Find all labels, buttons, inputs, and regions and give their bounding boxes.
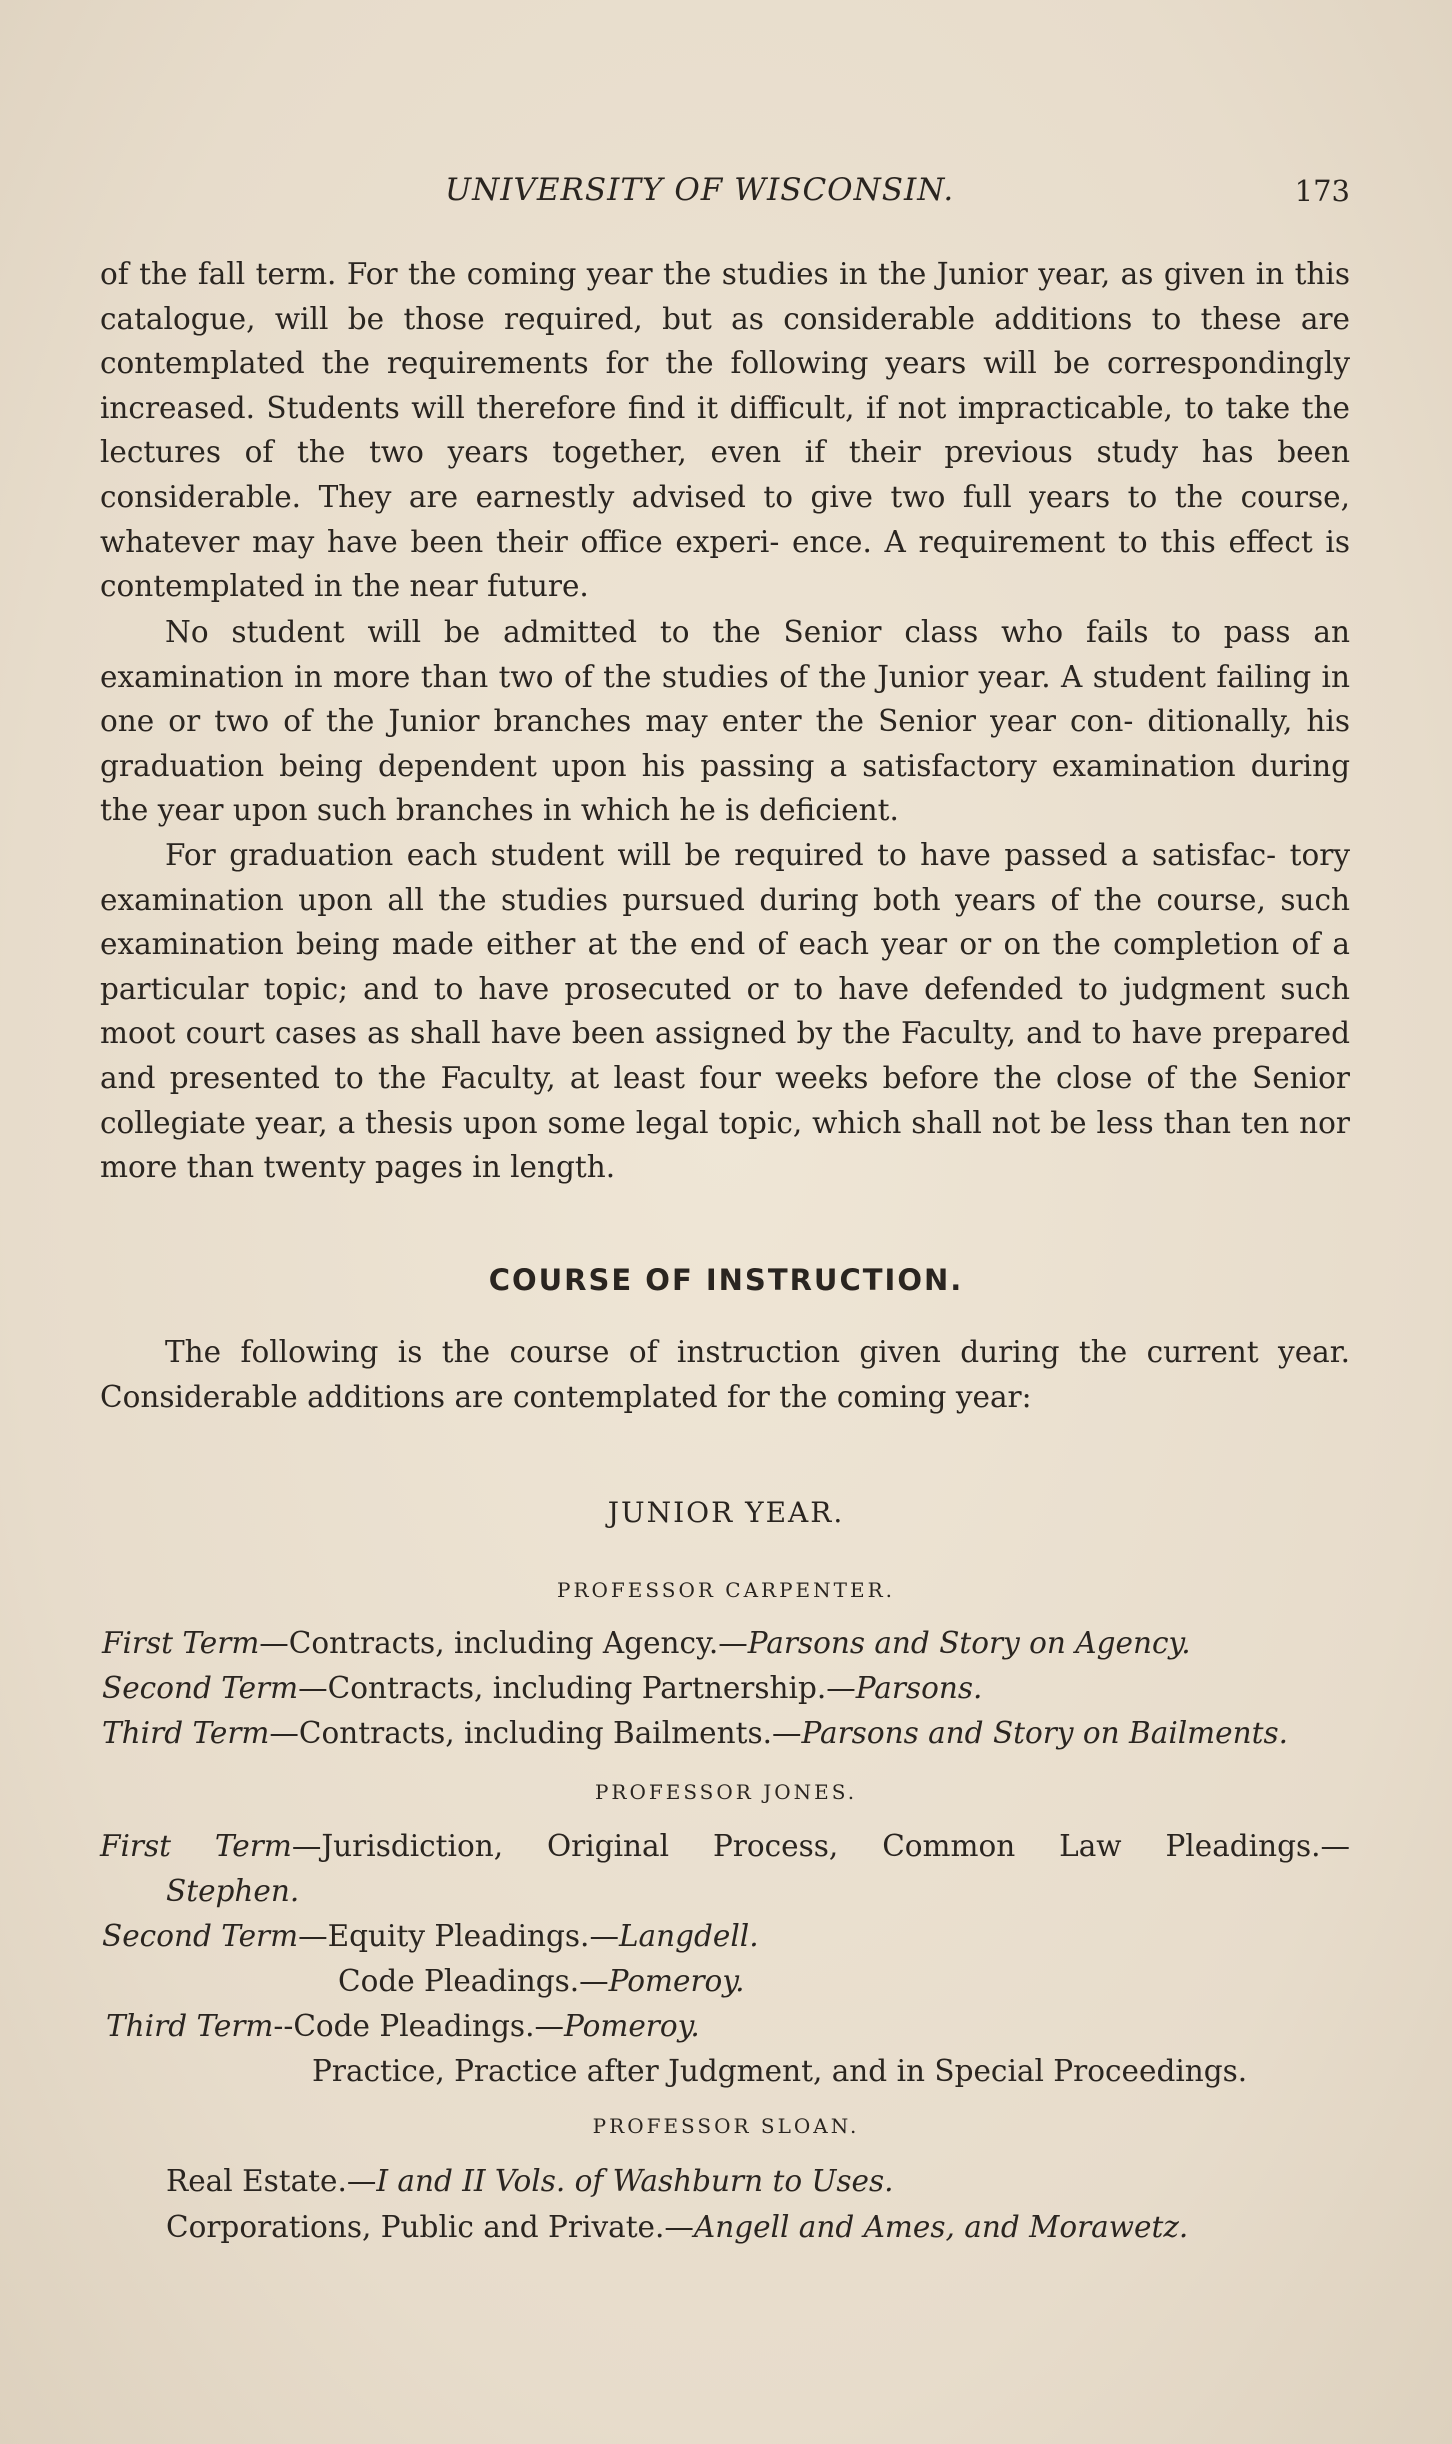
term-label: Term [214, 1829, 292, 1863]
course-text: —Contracts, including Agency.— [259, 1626, 748, 1660]
paragraph-graduation: For graduation each student will be required to have passed a satisfac- tory examination upon all the studies pursued during both years of the course, such examination being made either at the end of each year or on the completion of a particular topic; and to have prosecuted or to have defended to judgment such moot court cases as shall have been assigned by the Faculty, and to have prepared and presented to the Faculty, at least four weeks before the close of the Senior collegiate year, a thesis upon some legal topic, which shall not be less than ten nor more than twenty pages in length. [100, 838, 1350, 1185]
course-line [166, 2164, 894, 2198]
course-intro: The following is the course of instruction given during the current year. Considerable additions are contemplated for the coming year: [100, 1335, 1350, 1414]
term-label: Second Term [102, 1919, 299, 1953]
term-label: Second Term [102, 1671, 299, 1705]
course-line [102, 1626, 1191, 1660]
course-line [338, 1964, 744, 1998]
paragraph-fall-term: of the fall term. For the coming year the studies in the Junior year, as given in this catalogue, will be those required, but as considerable additions to these are contemplated the requirements for the following years will be correspondingly increased. Students will therefore find it difficult, if not impracticable, to take the lectures of the two years together, even if their previous study has been considerable. They are earnestly advised to give two full years to the course, whatever may have been their office experi- ence. A requirement to this effect is contemplated in the near future. [100, 257, 1350, 604]
year-title: JUNIOR YEAR. [607, 1496, 845, 1529]
running-title: UNIVERSITY OF WISCONSIN. [445, 172, 955, 208]
section-title: COURSE OF INSTRUCTION. [488, 1263, 964, 1297]
course-line [102, 1716, 1288, 1750]
course-text: Practice, Practice after Judgment, and in Special Proceedings. [312, 2054, 1248, 2088]
page-header [0, 172, 1452, 216]
text-reference: Stephen. [166, 1874, 300, 1908]
paragraph-senior-admission: No student will be admitted to the Senior class who fails to pass an examination in more than two of the studies of the Junior year. A student failing in one or two of the Junior branches may enter the Senior year con- ditionally, his graduation being dependent upon his passing a satisfactory examination during the year upon such branches in which he is deficient. [100, 615, 1350, 828]
term-label: Third Term [106, 2009, 274, 2043]
term-label: Third Term [102, 1716, 270, 1750]
professor-heading: PROFESSOR JONES. [594, 1780, 858, 1804]
course-text: Real Estate.— [166, 2164, 377, 2198]
text-reference: Angell and Ames, and Morawetz. [693, 2210, 1189, 2244]
course-line [100, 1829, 1350, 1863]
course-text: —Jurisdiction, Original Process, Common Law Pleadings.— [291, 1829, 1350, 1863]
text-reference: Pomeroy. [608, 1964, 745, 1998]
course-line [312, 2054, 1247, 2088]
course-line [102, 1919, 759, 1953]
page-number: 173 [1294, 174, 1350, 208]
text-reference: Parsons and Story on Bailments. [801, 1716, 1288, 1750]
professor-heading: PROFESSOR SLOAN. [592, 2114, 860, 2138]
term-label: First [100, 1829, 171, 1863]
text-reference: Pomeroy. [563, 2009, 700, 2043]
text-reference: Parsons and Story on Agency. [747, 1626, 1191, 1660]
professor-heading: PROFESSOR CARPENTER. [557, 1578, 895, 1602]
course-text: Corporations, Public and Private.— [166, 2210, 694, 2244]
course-text: —Equity Pleadings.— [298, 1919, 619, 1953]
course-text: Code Pleadings.— [338, 1964, 609, 1998]
course-reference-continuation [166, 1874, 299, 1908]
course-text: —Contracts, including Partnership.— [298, 1671, 856, 1705]
text-reference: I and II Vols. of Washburn to Uses. [376, 2164, 894, 2198]
course-text: --Code Pleadings.— [273, 2009, 564, 2043]
text-reference: Langdell. [618, 1919, 759, 1953]
course-line [166, 2210, 1188, 2244]
course-line [106, 2009, 700, 2043]
term-label: First Term [102, 1626, 260, 1660]
course-text: —Contracts, including Bailments.— [269, 1716, 802, 1750]
course-line [102, 1671, 982, 1705]
text-reference: Parsons. [855, 1671, 983, 1705]
